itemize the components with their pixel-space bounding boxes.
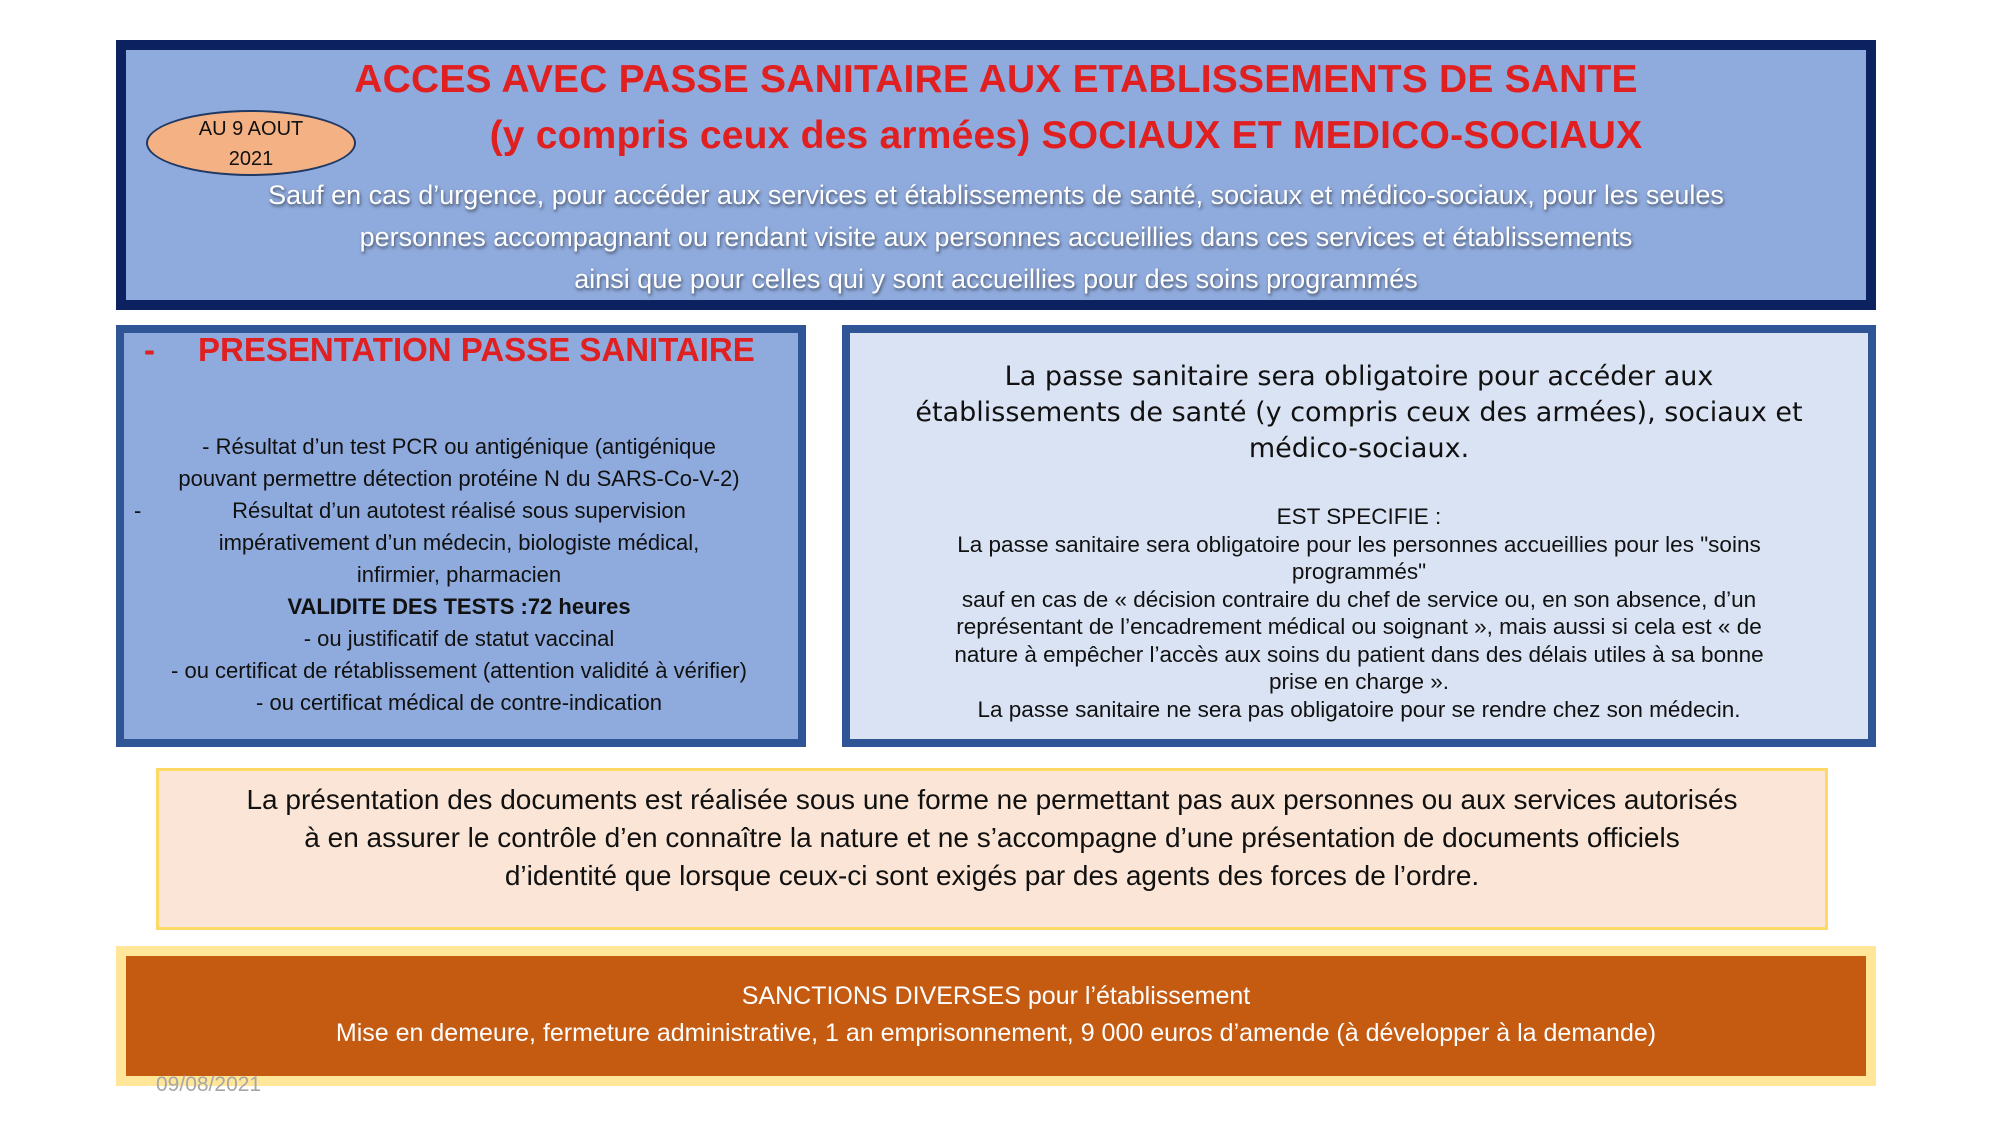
main-line: La passe sanitaire sera obligatoire pour accéder aux [1004, 361, 1714, 392]
list-item: impérativement d’un médecin, biologiste médical, [218, 530, 700, 555]
date-badge [146, 110, 356, 176]
list-item: - ou certificat de rétablissement (attention validité à vérifier) [171, 658, 747, 683]
note-text [169, 781, 1815, 895]
presentation-panel [116, 325, 806, 747]
detail-line: La passe sanitaire ne sera pas obligatoire pour se rendre chez son médecin. [977, 696, 1741, 722]
main-line: médico-sociaux. [1248, 433, 1470, 464]
page-title-line1: ACCES AVEC PASSE SANITAIRE AUX ETABLISSEMENTS DE SANTE [354, 58, 1638, 101]
main-line: établissements de santé (y compris ceux des armées), sociaux et [915, 397, 1803, 428]
detail-line: représentant de l’encadrement médical ou soignant », mais aussi si cela est « de [956, 614, 1762, 639]
list-item: - ou justificatif de statut vaccinal [303, 626, 615, 651]
detail-line: nature à empêcher l’accès aux soins du patient dans des délais utiles à sa bonne [954, 641, 1764, 667]
date-badge-line2: 2021 [228, 148, 274, 170]
obligation-detail-text [870, 503, 1848, 723]
list-bullet: - [134, 498, 142, 523]
list-item-text: Résultat d’un autotest réalisé sous supervision [232, 498, 686, 523]
sanctions-text: Mise en demeure, fermeture administrative, 1 an emprisonnement, 9 000 euros d’amende (à développer à la demande) [335, 1019, 1657, 1047]
sanctions-box [126, 956, 1866, 1076]
detail-line: prise en charge ». [1268, 669, 1450, 694]
date-badge-line1: AU 9 AOUT [198, 118, 304, 140]
list-item: - ou certificat médical de contre-indication [256, 690, 662, 715]
list-item [134, 495, 784, 527]
intro-text [166, 174, 1826, 300]
note-line: d’identité que lorsque ceux-ci sont exigés par des agents des forces de l’ordre. [504, 860, 1480, 891]
page-title-line2: (y compris ceux des armées) SOCIAUX ET MEDICO-SOCIAUX [489, 114, 1643, 157]
sanctions-frame [116, 946, 1876, 1086]
obligation-main-text [860, 359, 1858, 467]
heading-bullet: - [144, 331, 155, 368]
header-banner [116, 40, 1876, 310]
list-item: pouvant permettre détection protéine N du SARS-Co-V-2) [178, 466, 740, 491]
note-line: La présentation des documents est réalisée sous une forme ne permettant pas aux personnes ou aux services autorisés [246, 784, 1738, 815]
presentation-heading [144, 331, 755, 369]
sanctions-title: SANCTIONS DIVERSES pour l’établissement [741, 982, 1251, 1010]
intro-line: Sauf en cas d’urgence, pour accéder aux services et établissements de santé, sociaux et médico-sociaux, pour les seules [268, 180, 1724, 210]
intro-line: ainsi que pour celles qui y sont accueillies pour des soins programmés [574, 264, 1418, 294]
detail-line: La passe sanitaire sera obligatoire pour les personnes accueillies pour les "soins [957, 531, 1761, 557]
obligation-panel [842, 325, 1876, 747]
detail-line: programmés" [1291, 559, 1427, 584]
documents-note [156, 768, 1828, 930]
list-item: - Résultat d’un test PCR ou antigénique (antigénique [202, 434, 716, 459]
note-line: à en assurer le contrôle d’en connaître la nature et ne s’accompagne d’une présentation de documents officiels [304, 822, 1680, 853]
intro-line: personnes accompagnant ou rendant visite aux personnes accueillies dans ces services et établissements [359, 222, 1633, 252]
validity-text: VALIDITE DES TESTS :72 heures [287, 594, 631, 619]
list-item: infirmier, pharmacien [356, 562, 562, 587]
detail-line: sauf en cas de « décision contraire du chef de service ou, en son absence, d’un [961, 586, 1757, 612]
footer-date: 09/08/2021 [156, 1073, 262, 1096]
heading-text: PRESENTATION PASSE SANITAIRE [198, 331, 755, 368]
presentation-list [134, 431, 784, 719]
detail-line: EST SPECIFIE : [1276, 504, 1442, 529]
